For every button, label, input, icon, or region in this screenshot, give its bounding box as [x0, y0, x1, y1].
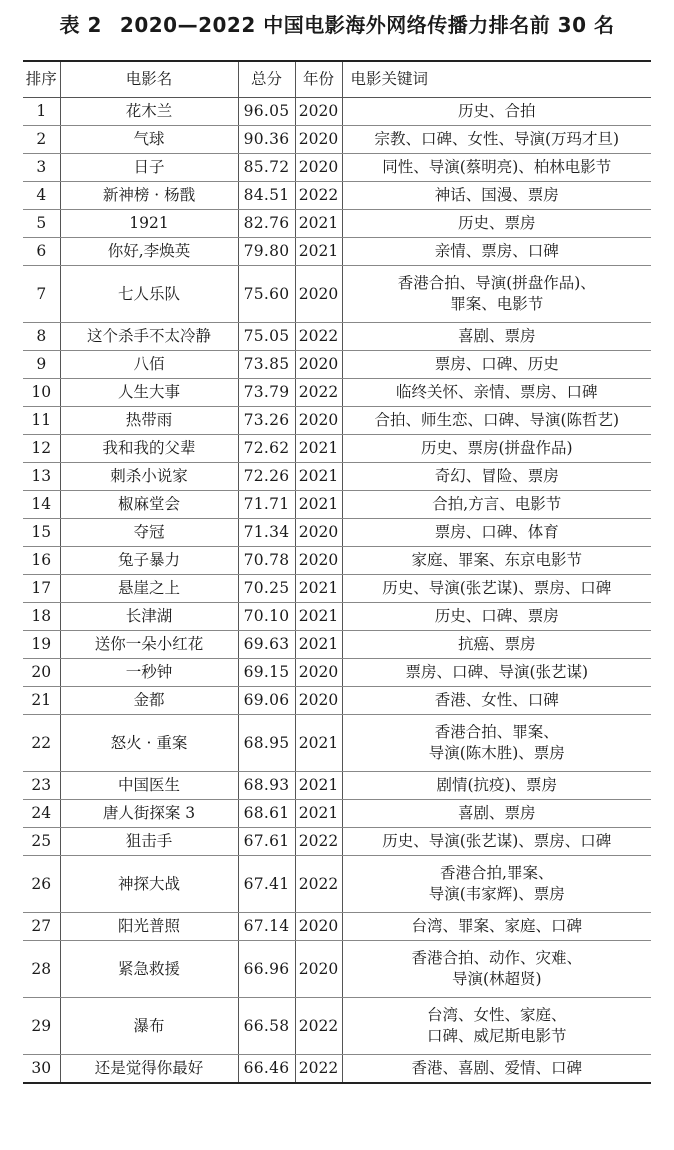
keywords-line: 票房、口碑、导演(张艺谋) — [405, 663, 589, 681]
keywords-line: 抗癌、票房 — [457, 635, 536, 653]
film-name-cell: 瀑布 — [60, 998, 238, 1055]
rank-cell: 13 — [23, 463, 60, 491]
film-name-cell: 悬崖之上 — [60, 575, 238, 603]
year-cell: 2021 — [295, 631, 342, 659]
keywords-line: 历史、导演(张艺谋)、票房、口碑 — [382, 579, 612, 597]
table-row — [23, 913, 651, 941]
table-row — [23, 715, 651, 772]
film-name-cell: 日子 — [60, 154, 238, 182]
film-name-cell: 长津湖 — [60, 603, 238, 631]
score-cell: 73.26 — [238, 407, 295, 435]
rank-cell: 16 — [23, 547, 60, 575]
rank-cell: 22 — [23, 715, 60, 772]
year-cell: 2020 — [295, 519, 342, 547]
score-cell: 71.71 — [238, 491, 295, 519]
keywords-cell — [342, 266, 651, 323]
keywords-line: 宗教、口碑、女性、导演(万玛才旦) — [374, 130, 620, 148]
table-row — [23, 98, 651, 126]
table-row — [23, 828, 651, 856]
keywords-cell — [342, 463, 651, 491]
keywords-line: 历史、口碑、票房 — [434, 607, 559, 625]
header-rank: 排序 — [23, 61, 60, 98]
year-cell: 2022 — [295, 1055, 342, 1084]
score-cell: 69.63 — [238, 631, 295, 659]
score-cell: 73.79 — [238, 379, 295, 407]
year-cell: 2020 — [295, 351, 342, 379]
year-cell: 2020 — [295, 687, 342, 715]
rank-cell: 15 — [23, 519, 60, 547]
year-cell: 2020 — [295, 126, 342, 154]
score-cell: 66.58 — [238, 998, 295, 1055]
header-film: 电影名 — [60, 61, 238, 98]
rank-cell: 28 — [23, 941, 60, 998]
rank-cell: 30 — [23, 1055, 60, 1084]
score-cell: 69.15 — [238, 659, 295, 687]
keywords-cell — [342, 828, 651, 856]
keywords-line: 临终关怀、亲情、票房、口碑 — [395, 383, 598, 401]
keywords-cell — [342, 715, 651, 772]
score-cell: 90.36 — [238, 126, 295, 154]
rank-cell: 8 — [23, 323, 60, 351]
year-cell: 2020 — [295, 407, 342, 435]
year-cell: 2022 — [295, 323, 342, 351]
table-title — [0, 8, 674, 42]
keywords-cell — [342, 519, 651, 547]
film-name-cell: 新神榜 · 杨戬 — [60, 182, 238, 210]
year-cell: 2021 — [295, 715, 342, 772]
keywords-cell — [342, 238, 651, 266]
score-cell: 68.95 — [238, 715, 295, 772]
table-row — [23, 463, 651, 491]
keywords-line: 奇幻、冒险、票房 — [434, 467, 559, 485]
film-name-cell: 你好,李焕英 — [60, 238, 238, 266]
rank-cell: 18 — [23, 603, 60, 631]
rank-cell: 2 — [23, 126, 60, 154]
rank-cell: 17 — [23, 575, 60, 603]
film-name-cell: 1921 — [60, 210, 238, 238]
score-cell: 73.85 — [238, 351, 295, 379]
year-cell: 2021 — [295, 772, 342, 800]
keywords-cell — [342, 210, 651, 238]
rank-cell: 1 — [23, 98, 60, 126]
header-keywords: 电影关键词 — [342, 61, 651, 98]
keywords-cell — [342, 659, 651, 687]
keywords-cell — [342, 435, 651, 463]
keywords-line: 口碑、威尼斯电影节 — [426, 1027, 567, 1045]
score-cell: 82.76 — [238, 210, 295, 238]
film-name-cell: 一秒钟 — [60, 659, 238, 687]
keywords-line: 喜剧、票房 — [457, 327, 536, 345]
rank-cell: 11 — [23, 407, 60, 435]
film-name-cell: 送你一朵小红花 — [60, 631, 238, 659]
table-row — [23, 379, 651, 407]
table-row — [23, 603, 651, 631]
film-name-cell: 夺冠 — [60, 519, 238, 547]
keywords-line: 亲情、票房、口碑 — [434, 242, 559, 260]
header-year: 年份 — [295, 61, 342, 98]
table-row — [23, 182, 651, 210]
keywords-line: 喜剧、票房 — [457, 804, 536, 822]
score-cell: 84.51 — [238, 182, 295, 210]
film-name-cell: 八佰 — [60, 351, 238, 379]
header-score: 总分 — [238, 61, 295, 98]
year-cell: 2021 — [295, 800, 342, 828]
table-row — [23, 154, 651, 182]
keywords-cell — [342, 575, 651, 603]
table-row — [23, 491, 651, 519]
table-row — [23, 547, 651, 575]
score-cell: 66.96 — [238, 941, 295, 998]
table-row — [23, 519, 651, 547]
keywords-line: 香港、女性、口碑 — [434, 691, 559, 709]
keywords-line: 香港合拍,罪案、 — [440, 864, 554, 882]
table-row — [23, 238, 651, 266]
year-cell: 2022 — [295, 379, 342, 407]
film-name-cell: 神探大战 — [60, 856, 238, 913]
year-cell: 2021 — [295, 463, 342, 491]
table-row — [23, 1055, 651, 1084]
keywords-line: 历史、导演(张艺谋)、票房、口碑 — [382, 832, 612, 850]
keywords-line: 票房、口碑、体育 — [434, 523, 559, 541]
table-caption: 2020—2022 中国电影海外网络传播力排名前 30 名 — [119, 13, 615, 37]
keywords-cell — [342, 800, 651, 828]
score-cell: 67.61 — [238, 828, 295, 856]
year-cell: 2020 — [295, 913, 342, 941]
keywords-line: 导演(陈木胜)、票房 — [428, 744, 565, 762]
score-cell: 70.78 — [238, 547, 295, 575]
table-row — [23, 575, 651, 603]
year-cell: 2021 — [295, 435, 342, 463]
keywords-line: 导演(林超贤) — [451, 970, 542, 988]
table-row — [23, 659, 651, 687]
keywords-cell — [342, 603, 651, 631]
year-cell: 2022 — [295, 998, 342, 1055]
film-name-cell: 金都 — [60, 687, 238, 715]
score-cell: 66.46 — [238, 1055, 295, 1084]
year-cell: 2021 — [295, 238, 342, 266]
keywords-cell — [342, 379, 651, 407]
table-row — [23, 435, 651, 463]
keywords-line: 合拍、师生恋、口碑、导演(陈哲艺) — [374, 411, 620, 429]
keywords-cell — [342, 351, 651, 379]
table-row — [23, 800, 651, 828]
rank-cell: 10 — [23, 379, 60, 407]
score-cell: 72.62 — [238, 435, 295, 463]
year-cell: 2021 — [295, 210, 342, 238]
keywords-cell — [342, 547, 651, 575]
film-name-cell: 这个杀手不太冷静 — [60, 323, 238, 351]
score-cell: 70.25 — [238, 575, 295, 603]
score-cell: 85.72 — [238, 154, 295, 182]
keywords-line: 台湾、罪案、家庭、口碑 — [411, 917, 582, 935]
film-name-cell: 花木兰 — [60, 98, 238, 126]
table-row — [23, 351, 651, 379]
film-name-cell: 刺杀小说家 — [60, 463, 238, 491]
keywords-line: 历史、合拍 — [457, 102, 536, 120]
year-cell: 2022 — [295, 856, 342, 913]
table-row — [23, 323, 651, 351]
film-name-cell: 热带雨 — [60, 407, 238, 435]
rank-cell: 26 — [23, 856, 60, 913]
rank-cell: 25 — [23, 828, 60, 856]
film-name-cell: 紧急救援 — [60, 941, 238, 998]
film-name-cell: 怒火 · 重案 — [60, 715, 238, 772]
rank-cell: 21 — [23, 687, 60, 715]
score-cell: 67.41 — [238, 856, 295, 913]
keywords-cell — [342, 126, 651, 154]
table-row — [23, 856, 651, 913]
table-row — [23, 126, 651, 154]
year-cell: 2020 — [295, 266, 342, 323]
keywords-line: 导演(韦家辉)、票房 — [428, 885, 565, 903]
keywords-cell — [342, 407, 651, 435]
score-cell: 68.61 — [238, 800, 295, 828]
film-name-cell: 我和我的父辈 — [60, 435, 238, 463]
keywords-line: 罪案、电影节 — [450, 295, 544, 313]
score-cell: 79.80 — [238, 238, 295, 266]
keywords-line: 历史、票房 — [457, 214, 536, 232]
year-cell: 2021 — [295, 575, 342, 603]
year-cell: 2022 — [295, 828, 342, 856]
film-name-cell: 气球 — [60, 126, 238, 154]
score-cell: 70.10 — [238, 603, 295, 631]
keywords-line: 历史、票房(拼盘作品) — [420, 439, 573, 457]
keywords-cell — [342, 182, 651, 210]
film-name-cell: 还是觉得你最好 — [60, 1055, 238, 1084]
keywords-line: 香港合拍、导演(拼盘作品)、 — [397, 274, 596, 292]
year-cell: 2020 — [295, 98, 342, 126]
film-name-cell: 狙击手 — [60, 828, 238, 856]
keywords-line: 剧情(抗疫)、票房 — [436, 776, 558, 794]
table-label: 表 2 — [59, 13, 102, 37]
year-cell: 2021 — [295, 491, 342, 519]
keywords-line: 台湾、女性、家庭、 — [426, 1006, 567, 1024]
year-cell: 2020 — [295, 659, 342, 687]
film-name-cell: 椒麻堂会 — [60, 491, 238, 519]
rank-cell: 23 — [23, 772, 60, 800]
score-cell: 72.26 — [238, 463, 295, 491]
keywords-cell — [342, 941, 651, 998]
score-cell: 75.05 — [238, 323, 295, 351]
keywords-cell — [342, 1055, 651, 1084]
table-row — [23, 998, 651, 1055]
keywords-line: 家庭、罪案、东京电影节 — [411, 551, 582, 569]
rank-cell: 12 — [23, 435, 60, 463]
rank-cell: 14 — [23, 491, 60, 519]
rank-cell: 29 — [23, 998, 60, 1055]
rank-cell: 6 — [23, 238, 60, 266]
table-row — [23, 210, 651, 238]
table-row — [23, 266, 651, 323]
keywords-line: 香港合拍、动作、灾难、 — [411, 949, 582, 967]
keywords-cell — [342, 491, 651, 519]
year-cell: 2020 — [295, 154, 342, 182]
year-cell: 2020 — [295, 547, 342, 575]
rank-cell: 27 — [23, 913, 60, 941]
film-name-cell: 七人乐队 — [60, 266, 238, 323]
table-row — [23, 687, 651, 715]
keywords-line: 票房、口碑、历史 — [434, 355, 559, 373]
keywords-line: 香港、喜剧、爱情、口碑 — [411, 1059, 582, 1077]
score-cell: 71.34 — [238, 519, 295, 547]
rank-cell: 24 — [23, 800, 60, 828]
table-row — [23, 941, 651, 998]
header-row — [23, 61, 651, 98]
keywords-cell — [342, 154, 651, 182]
rank-cell: 4 — [23, 182, 60, 210]
rank-cell: 19 — [23, 631, 60, 659]
score-cell: 69.06 — [238, 687, 295, 715]
score-cell: 67.14 — [238, 913, 295, 941]
film-name-cell: 兔子暴力 — [60, 547, 238, 575]
year-cell: 2022 — [295, 182, 342, 210]
year-cell: 2021 — [295, 603, 342, 631]
keywords-line: 合拍,方言、电影节 — [432, 495, 562, 513]
score-cell: 68.93 — [238, 772, 295, 800]
keywords-cell — [342, 998, 651, 1055]
keywords-line: 香港合拍、罪案、 — [434, 723, 559, 741]
table-row — [23, 772, 651, 800]
year-cell: 2020 — [295, 941, 342, 998]
score-cell: 96.05 — [238, 98, 295, 126]
keywords-line: 神话、国漫、票房 — [434, 186, 559, 204]
rank-cell: 9 — [23, 351, 60, 379]
film-name-cell: 阳光普照 — [60, 913, 238, 941]
keywords-cell — [342, 772, 651, 800]
rank-cell: 3 — [23, 154, 60, 182]
keywords-cell — [342, 323, 651, 351]
keywords-line: 同性、导演(蔡明亮)、柏林电影节 — [382, 158, 612, 176]
rank-cell: 5 — [23, 210, 60, 238]
keywords-cell — [342, 913, 651, 941]
ranking-table — [23, 60, 651, 1084]
table-row — [23, 631, 651, 659]
keywords-cell — [342, 631, 651, 659]
rank-cell: 7 — [23, 266, 60, 323]
table-row — [23, 407, 651, 435]
rank-cell: 20 — [23, 659, 60, 687]
keywords-cell — [342, 98, 651, 126]
film-name-cell: 中国医生 — [60, 772, 238, 800]
keywords-cell — [342, 687, 651, 715]
film-name-cell: 唐人街探案 3 — [60, 800, 238, 828]
film-name-cell: 人生大事 — [60, 379, 238, 407]
keywords-cell — [342, 856, 651, 913]
score-cell: 75.60 — [238, 266, 295, 323]
